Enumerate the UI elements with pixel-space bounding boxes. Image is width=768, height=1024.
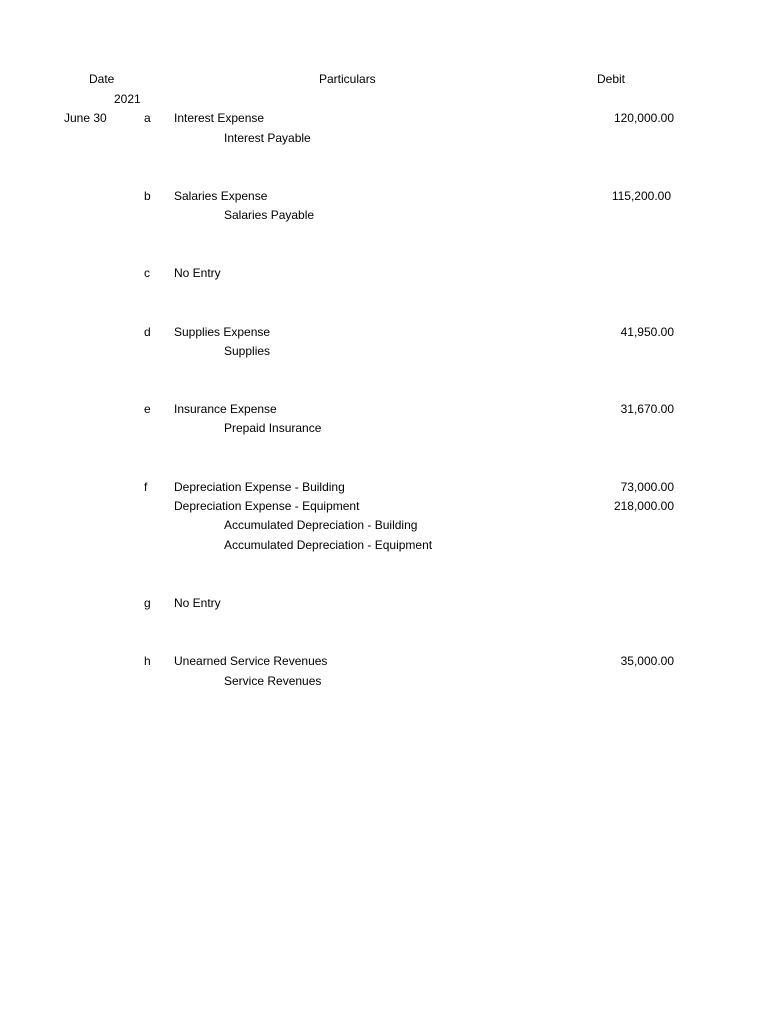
entry-letter: c [144,266,150,280]
debit-account: Supplies Expense [174,325,271,339]
credit-account: Prepaid Insurance [224,421,322,435]
no-entry-text: No Entry [174,596,221,610]
debit-amount: 218,000.00 [613,499,674,513]
debit-account: Interest Expense [174,111,265,125]
credit-account: Accumulated Depreciation - Equipment [224,538,433,552]
credit-account: Interest Payable [224,131,311,145]
debit-column-header: Debit [597,72,626,86]
entry-letter: e [144,402,151,416]
debit-account: Insurance Expense [174,402,277,416]
journal-year: 2021 [114,92,141,106]
entry-letter: h [144,654,151,668]
debit-account: Depreciation Expense - Equipment [174,499,360,513]
debit-account: Salaries Expense [174,189,268,203]
debit-account: Unearned Service Revenues [174,654,328,668]
entry-date: June 30 [64,111,107,125]
entry-letter: b [144,189,151,203]
debit-amount: 41,950.00 [620,325,674,339]
no-entry-text: No Entry [174,266,221,280]
date-column-header: Date [89,72,115,86]
entry-letter: g [144,596,151,610]
debit-amount: 35,000.00 [620,654,674,668]
particulars-column-header: Particulars [319,72,376,86]
credit-account: Accumulated Depreciation - Building [224,518,418,532]
debit-amount: 115,200.00 [611,189,671,203]
credit-account: Supplies [224,344,271,358]
debit-account: Depreciation Expense - Building [174,480,345,494]
debit-amount: 73,000.00 [620,480,674,494]
entry-letter: a [144,111,151,125]
entry-letter: f [144,480,148,494]
entry-letter: d [144,325,151,339]
debit-amount: 120,000.00 [613,111,674,125]
credit-account: Service Revenues [224,674,322,688]
debit-amount: 31,670.00 [620,402,674,416]
credit-account: Salaries Payable [224,208,315,222]
